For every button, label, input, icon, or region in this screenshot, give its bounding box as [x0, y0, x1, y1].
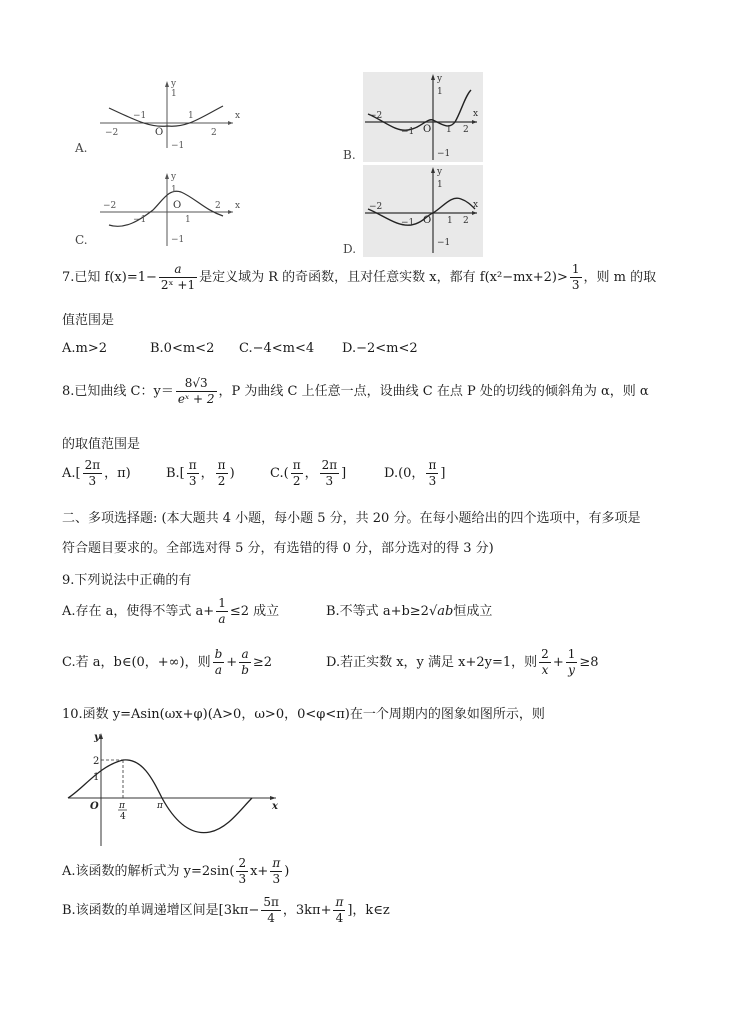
question-10-option-b[interactable]: B.该函数的单调递增区间是[3kπ− $\frac{5\pi}{4}$ ，3kπ+ $\frac{\pi}{4}$ ]，k∈z [62, 895, 390, 925]
tick-neg-2: −2 [105, 128, 119, 138]
axis-y-label: y [171, 79, 177, 89]
option-a[interactable]: A.存在 a，使得不等式 a+ $\frac{1}{a}$ ≤2 成立 [62, 596, 280, 626]
tick-neg-1: −1 [437, 149, 451, 159]
tick-pi-over-4-den: 4 [120, 812, 126, 822]
axis-x-label: x [473, 200, 479, 210]
tick-1: 1 [437, 180, 443, 190]
option-a[interactable]: A.[ $\frac{2\pi}{3}$ ，π) [62, 458, 131, 488]
tick-1-x: 1 [446, 125, 452, 135]
tick-neg-1-x: −1 [401, 127, 415, 137]
question-9-options-cd [62, 647, 599, 678]
axis-y-label: y [94, 732, 100, 743]
option-d[interactable]: D.若正实数 x，y 满足 x+2y=1，则 $\frac{2}{x}$ + $\frac{1}{y}$ ≥8 [326, 647, 599, 677]
tick-2: 2 [215, 201, 221, 211]
origin-label: O [423, 124, 432, 135]
option-b[interactable]: B.不等式 a+b≥2√ab恒成立 [326, 604, 493, 619]
tick-neg-1: −1 [437, 238, 451, 248]
option-c[interactable]: C.若 a，b∈(0，+∞)，则 $\frac{b}{a}$ + $\frac{a}{b}$ ≥2 [62, 647, 273, 677]
tick-1: 1 [171, 185, 177, 195]
graph-c-letter: C. [75, 233, 88, 247]
section-2-heading-line2: 符合题目要求的。全部选对得 5 分，有选错的得 0 分，部分选对的得 3 分) [62, 541, 494, 556]
fraction: $\frac{1}{3}$ [571, 262, 580, 292]
tick-pi-over-4-num: π [119, 801, 125, 811]
axis-x-label: x [235, 201, 241, 211]
tick-1: 1 [437, 87, 443, 97]
graph-option-d [363, 165, 483, 257]
axis-y-label: y [437, 74, 443, 84]
tick-1-x: 1 [447, 216, 453, 226]
option-c[interactable]: C.( $\frac{\pi}{2}$ ， $\frac{2\pi}{3}$ ] [270, 458, 347, 488]
axis-x-label: x [272, 801, 278, 812]
tick-neg-1-x: −1 [401, 218, 415, 228]
tick-1: 1 [93, 772, 100, 783]
axis-x-label: x [473, 109, 479, 119]
graph-a-letter: A. [75, 141, 88, 155]
axis-y-label: y [171, 172, 177, 182]
tick-2: 2 [93, 756, 100, 767]
origin-label: O [173, 200, 182, 211]
fraction: $\frac{a}{\text{2ˣ +1}}$ [160, 262, 196, 292]
tick-2: 2 [463, 125, 469, 135]
question-8-stem: 8.已知曲线 C：y＝ $\frac{8√3}{\text{eˣ + 2}}$ ，P 为曲线 C 上任意一点，设曲线 C 在点 P 处的切线的倾斜角为 α，则 α [62, 376, 649, 406]
question-10-graph [64, 728, 284, 848]
tick-neg-2: −2 [369, 202, 383, 212]
question-7-stem-line2: 值范围是 [62, 313, 115, 328]
question-10-option-a[interactable]: A.该函数的解析式为 y=2sin( $\frac{2}{3}$ x+ $\frac{\pi}{3}$ ) [62, 856, 290, 886]
graph-option-a [95, 78, 245, 153]
origin-label: O [155, 127, 164, 138]
graph-option-b [363, 72, 483, 162]
option-c[interactable]: C.−4<m<4 [239, 341, 315, 356]
option-d[interactable]: D.−2<m<2 [342, 341, 418, 356]
option-b[interactable]: B.0<m<2 [150, 341, 215, 356]
graph-d-letter: D. [343, 242, 357, 256]
tick-neg-2: −2 [103, 201, 117, 211]
tick-neg-1: −1 [171, 235, 185, 245]
question-8-options [62, 458, 445, 489]
tick-1-x: 1 [185, 215, 191, 225]
origin-label: O [423, 215, 432, 226]
tick-1: 1 [171, 89, 177, 99]
graph-option-c [95, 170, 245, 250]
question-9-stem: 9.下列说法中正确的有 [62, 573, 192, 588]
tick-neg-1-x: −1 [133, 111, 147, 121]
axis-y-label: y [437, 167, 443, 177]
question-10-stem: 10.函数 y=Asin(ωx+φ)(A>0，ω>0，0<φ<π)在一个周期内的图象如图所示，则 [62, 707, 545, 722]
question-7-options [62, 341, 418, 356]
graph-b-letter: B. [343, 148, 356, 162]
section-2-heading: 二、多项选择题: (本大题共 4 小题，每小题 5 分，共 20 分。在每小题给出的四个选项中，有多项是 [62, 511, 641, 526]
question-8-stem-line2: 的取值范围是 [62, 437, 141, 452]
option-a[interactable]: A.m>2 [62, 341, 108, 356]
origin-label: O [90, 801, 99, 812]
tick-1-x: 1 [188, 111, 194, 121]
option-b[interactable]: B.[ $\frac{\pi}{3}$ ， $\frac{\pi}{2}$ ) [166, 458, 235, 488]
question-9-options-ab [62, 596, 492, 627]
fraction: $\frac{8√3}{\text{eˣ + 2}}$ [177, 376, 215, 406]
tick-neg-1-x: −1 [133, 215, 147, 225]
tick-pi: π [157, 801, 163, 811]
question-7-stem: 7.已知 f(x)=1− $\frac{a}{\text{2ˣ +1}}$ 是定义域为 R 的奇函数，且对任意实数 x，都有 f(x²−mx+2)> $\frac{1}{3}$ ，则 m 的取 [62, 262, 657, 292]
tick-2: 2 [211, 128, 217, 138]
tick-neg-2: −2 [369, 111, 383, 121]
tick-2: 2 [463, 216, 469, 226]
tick-neg-1: −1 [171, 141, 185, 151]
axis-x-label: x [235, 111, 241, 121]
option-d[interactable]: D.(0， $\frac{\pi}{3}$ ] [384, 458, 446, 488]
